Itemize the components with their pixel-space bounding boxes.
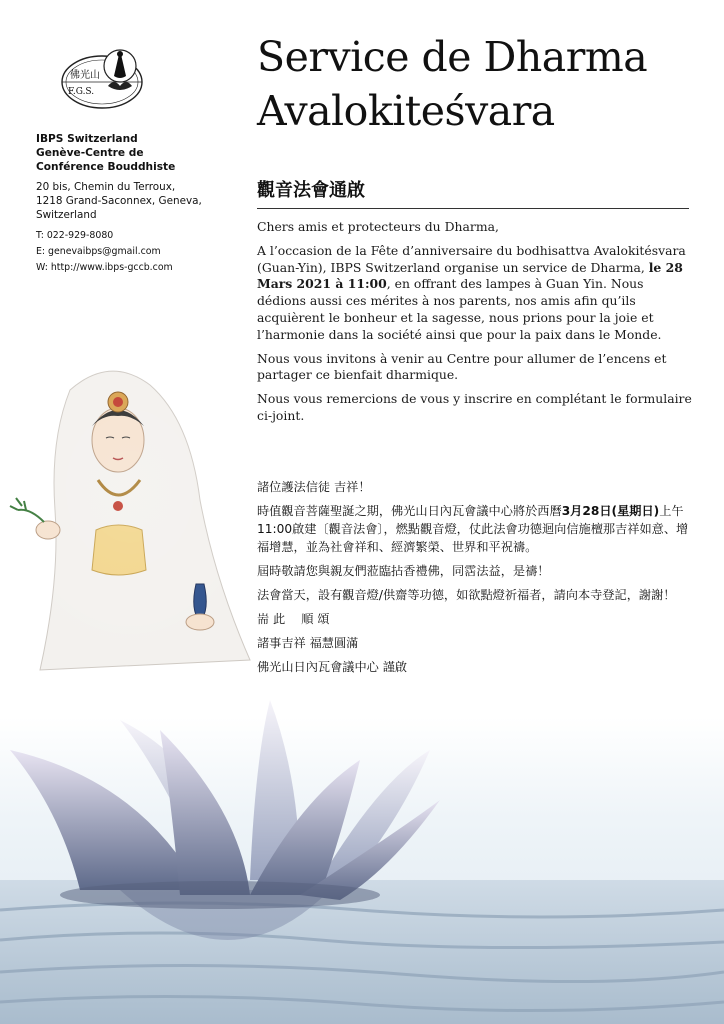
svg-text:F.G.S.: F.G.S.: [68, 87, 95, 97]
address-line: 20 bis, Chemin du Terroux,: [36, 181, 176, 193]
lotus-illustration: [0, 690, 724, 1024]
title-line-2: Avalokiteśvara: [257, 87, 555, 135]
org-name-line: Genève-Centre de: [36, 147, 144, 159]
event-date-fr: le 28 Mars 2021 à 11:00: [257, 259, 683, 292]
french-paragraph-3: Nous vous remercions de vous y inscrire en complétant le formulaire ci-joint.: [257, 391, 692, 423]
divider: [257, 208, 689, 209]
french-letter: [257, 219, 693, 432]
title-line-1: Service de Dharma: [257, 33, 648, 81]
org-name-line: Conférence Bouddhiste: [36, 161, 176, 173]
svg-text:佛光山: 佛光山: [70, 70, 100, 81]
organization-info: [36, 132, 226, 276]
chinese-paragraph-2: 屆時敬請您與親友們蒞臨拈香禮佛，同霑法益，是禱！: [257, 564, 550, 578]
chinese-p1-text-cont: 上午11:00啟建〔觀音法會〕，燃點觀音燈，仗此法會功德迴向信施檀那吉祥如意、增福增慧，並為社會祥和、經濟繁榮、世界和平祝禱。: [257, 504, 689, 554]
event-date-cn: 3月28日(星期日): [561, 504, 660, 518]
address-line: 1218 Grand-Saconnex, Geneva,: [36, 195, 202, 207]
website-link: W: http://www.ibps-gccb.com: [36, 262, 173, 273]
chinese-p1-text: 時值觀音菩薩聖誕之期，佛光山日內瓦會議中心將於西曆: [257, 504, 562, 518]
address-line: Switzerland: [36, 209, 97, 221]
phone-number: T: 022-929-8080: [36, 230, 114, 241]
french-greeting: Chers amis et protecteurs du Dharma,: [257, 219, 499, 234]
guanyin-illustration: [0, 360, 260, 680]
chinese-letter: [257, 478, 693, 682]
french-p1-text: A l’occasion de la Fête d’anniversaire du bodhisattva Avalokitésvara (Guan-Yin), IBPS Switzerland organise un service de Dharma,: [257, 242, 686, 275]
chinese-closing-2: 諸事吉祥 福慧圓滿: [257, 636, 359, 650]
chinese-greeting: 諸位護法信徒 吉祥！: [257, 480, 371, 494]
contact-info: [36, 228, 226, 276]
fgs-logo: [50, 36, 150, 120]
org-name-line: IBPS Switzerland: [36, 133, 138, 145]
french-paragraph-2: Nous vous invitons à venir au Centre pour allumer de l’encens et partager ce bienfait dharmique.: [257, 350, 667, 383]
chinese-signature: 佛光山日內瓦會議中心 謹啟: [257, 660, 408, 674]
chinese-subtitle: 觀音法會通啟: [257, 180, 365, 201]
chinese-closing-1: 耑 此 順 頌: [257, 612, 330, 626]
page-title: [257, 30, 647, 138]
organization-address: [36, 180, 226, 222]
organization-name: [36, 132, 226, 174]
french-paragraph-1: [257, 243, 693, 344]
french-p1-text-cont: , en offrant des lampes à Guan Yin. Nous dédions aussi ces mérites à nos parents, nos amis afin qu’ils acquièrent le bonheur et la sagesse, nous prions pour la joie et l’harmonie dans la société ainsi que pour la paix dans le Monde.: [257, 276, 662, 342]
email-address: E: genevaibps@gmail.com: [36, 246, 161, 257]
chinese-paragraph-3: 法會當天，設有觀音燈/供齋等功德，如欲點燈祈福者，請向本寺登記，謝謝！: [257, 588, 676, 602]
chinese-paragraph-1: [257, 502, 693, 556]
